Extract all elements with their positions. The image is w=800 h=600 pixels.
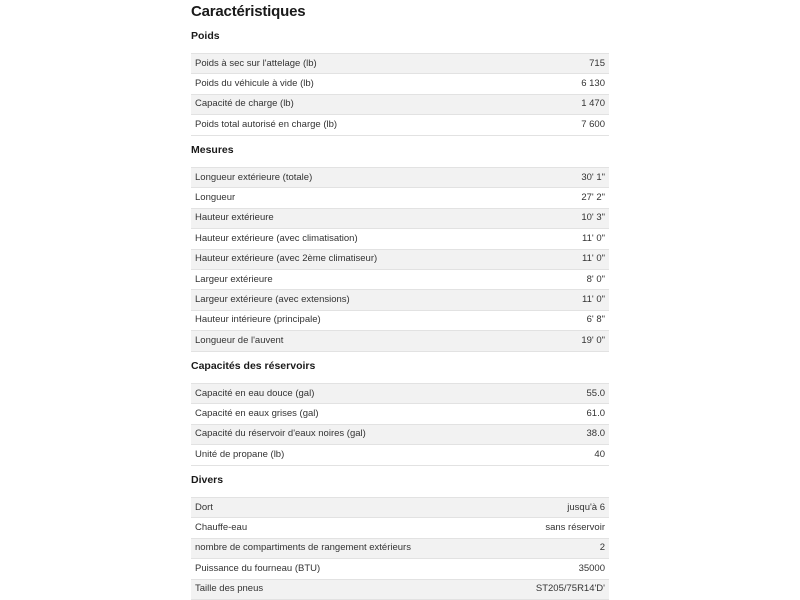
spec-label: Capacité de charge (lb)	[191, 94, 536, 114]
spec-value: sans réservoir	[502, 518, 609, 538]
spec-label: Largeur extérieure (avec extensions)	[191, 290, 549, 310]
spec-value: 55.0	[555, 384, 609, 404]
spec-value: 6 130	[536, 74, 609, 94]
spec-label: Hauteur intérieure (principale)	[191, 310, 549, 330]
spec-value: 6' 8"	[549, 310, 609, 330]
spec-row	[191, 168, 609, 188]
section-title-divers: Divers	[191, 474, 224, 486]
spec-label: Largeur extérieure	[191, 269, 549, 289]
spec-label: Poids total autorisé en charge (lb)	[191, 115, 536, 135]
spec-row	[191, 445, 609, 465]
spec-row	[191, 559, 609, 579]
spec-table-mesures	[191, 167, 609, 352]
spec-label: Capacité du réservoir d'eaux noires (gal)	[191, 424, 555, 444]
spec-label: Longueur de l'auvent	[191, 331, 549, 351]
spec-label: Capacité en eau douce (gal)	[191, 384, 555, 404]
spec-row	[191, 290, 609, 310]
spec-row	[191, 249, 609, 269]
spec-label: Poids du véhicule à vide (lb)	[191, 74, 536, 94]
spec-label: Chauffe-eau	[191, 518, 502, 538]
spec-value: 2	[502, 538, 609, 558]
spec-label: Hauteur extérieure (avec climatisation)	[191, 229, 549, 249]
spec-value: 715	[536, 54, 609, 74]
spec-row	[191, 384, 609, 404]
spec-value: 19' 0"	[549, 331, 609, 351]
spec-row	[191, 498, 609, 518]
spec-row	[191, 538, 609, 558]
spec-label: Dort	[191, 498, 502, 518]
spec-value: 35000	[502, 559, 609, 579]
spec-value: jusqu'à 6	[502, 498, 609, 518]
spec-table-poids	[191, 53, 609, 136]
spec-label: Hauteur extérieure	[191, 208, 549, 228]
specifications-content	[191, 0, 609, 595]
spec-label: Taille des pneus	[191, 579, 502, 599]
spec-label: nombre de compartiments de rangement extérieurs	[191, 538, 502, 558]
spec-row	[191, 310, 609, 330]
spec-value: 27' 2"	[549, 188, 609, 208]
spec-row	[191, 115, 609, 135]
spec-value: 7 600	[536, 115, 609, 135]
spec-value: 11' 0"	[549, 290, 609, 310]
spec-value: 11' 0"	[549, 249, 609, 269]
spec-value: 38.0	[555, 424, 609, 444]
spec-row	[191, 518, 609, 538]
spec-value: 10' 3"	[549, 208, 609, 228]
spec-label: Capacité en eaux grises (gal)	[191, 404, 555, 424]
spec-row	[191, 188, 609, 208]
spec-row	[191, 424, 609, 444]
spec-row	[191, 94, 609, 114]
spec-row	[191, 404, 609, 424]
spec-row	[191, 579, 609, 599]
spec-value: 11' 0"	[549, 229, 609, 249]
spec-label: Longueur	[191, 188, 549, 208]
spec-row	[191, 208, 609, 228]
spec-value: 40	[555, 445, 609, 465]
spec-label: Longueur extérieure (totale)	[191, 168, 549, 188]
spec-value: 30' 1"	[549, 168, 609, 188]
spec-value: 8' 0"	[549, 269, 609, 289]
spec-table-reservoirs	[191, 383, 609, 466]
spec-row	[191, 74, 609, 94]
spec-label: Poids à sec sur l'attelage (lb)	[191, 54, 536, 74]
spec-row	[191, 269, 609, 289]
spec-label: Puissance du fourneau (BTU)	[191, 559, 502, 579]
spec-row	[191, 54, 609, 74]
page-title: Caractéristiques	[191, 3, 306, 20]
spec-label: Unité de propane (lb)	[191, 445, 555, 465]
spec-value: ST205/75R14'D'	[502, 579, 609, 599]
spec-label: Hauteur extérieure (avec 2ème climatiseur)	[191, 249, 549, 269]
section-title-poids: Poids	[191, 30, 220, 42]
section-title-reservoirs: Capacités des réservoirs	[191, 360, 316, 372]
spec-value: 1 470	[536, 94, 609, 114]
section-title-mesures: Mesures	[191, 144, 234, 156]
spec-table-divers	[191, 497, 609, 600]
spec-row	[191, 229, 609, 249]
spec-row	[191, 331, 609, 351]
spec-value: 61.0	[555, 404, 609, 424]
